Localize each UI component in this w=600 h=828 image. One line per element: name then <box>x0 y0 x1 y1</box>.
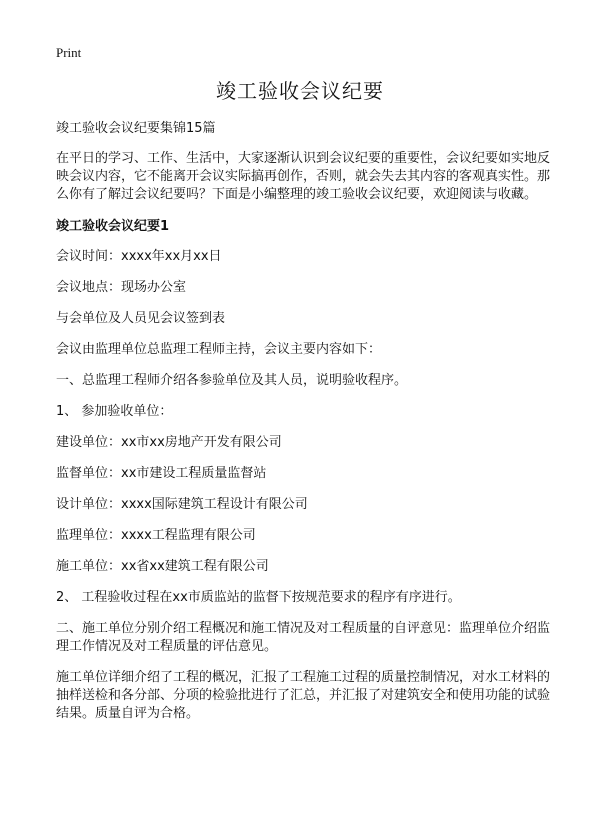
print-label: Print <box>56 45 82 60</box>
unit-design: 设计单位：xxxx国际建筑工程设计有限公司 <box>56 497 308 512</box>
meeting-host: 会议由监理单位总监理工程师主持，会议主要内容如下： <box>56 342 382 357</box>
agenda-item-2: 二、施工单位分别介绍工程概况和施工情况及对工程质量的自评意见：监理单位介绍监理工作情况及对工程质量的评估意见。 <box>56 621 551 654</box>
unit-supervision: 监督单位：xx市建设工程质量监督站 <box>56 466 267 481</box>
participating-units-heading: 1、 参加验收单位： <box>56 404 173 419</box>
unit-contractor: 施工单位：xx省xx建筑工程有限公司 <box>56 559 269 574</box>
meeting-location: 会议地点：现场办公室 <box>56 280 187 295</box>
unit-monitoring: 监理单位：xxxx工程监理有限公司 <box>56 528 256 543</box>
meeting-time: 会议时间：xxxx年xx月xx日 <box>56 249 222 264</box>
contractor-report: 施工单位详细介绍了工程的概况，汇报了工程施工过程的质量控制情况，对水工材料的抽样送检和各分部、分项的检验批进行了汇总，并汇报了对建筑安全和使用功能的试验结果。质量自评为合格。 <box>56 670 551 721</box>
acceptance-process: 2、 工程验收过程在xx市质监站的监督下按规范要求的程序有序进行。 <box>56 590 461 605</box>
document-subtitle: 竣工验收会议纪要集锦15篇 <box>56 121 216 136</box>
attendees-note: 与会单位及人员见会议签到表 <box>56 311 226 326</box>
unit-construction-owner: 建设单位：xx市xx房地产开发有限公司 <box>56 435 282 450</box>
section-heading: 竣工验收会议纪要1 <box>56 219 170 234</box>
intro-paragraph: 在平日的学习、工作、生活中，大家逐渐认识到会议纪要的重要性，会议纪要如实地反映会议内容，它不能离开会议实际搞再创作，否则，就会失去其内容的客观真实性。那么你有了解过会议纪要吗？下面是小编整理的竣工验收会议纪要，欢迎阅读与收藏。 <box>56 151 551 202</box>
agenda-item-1: 一、总监理工程师介绍各参验单位及其人员，说明验收程序。 <box>56 373 408 388</box>
document-title: 竣工验收会议纪要 <box>216 79 384 103</box>
document-body <box>56 120 550 736</box>
